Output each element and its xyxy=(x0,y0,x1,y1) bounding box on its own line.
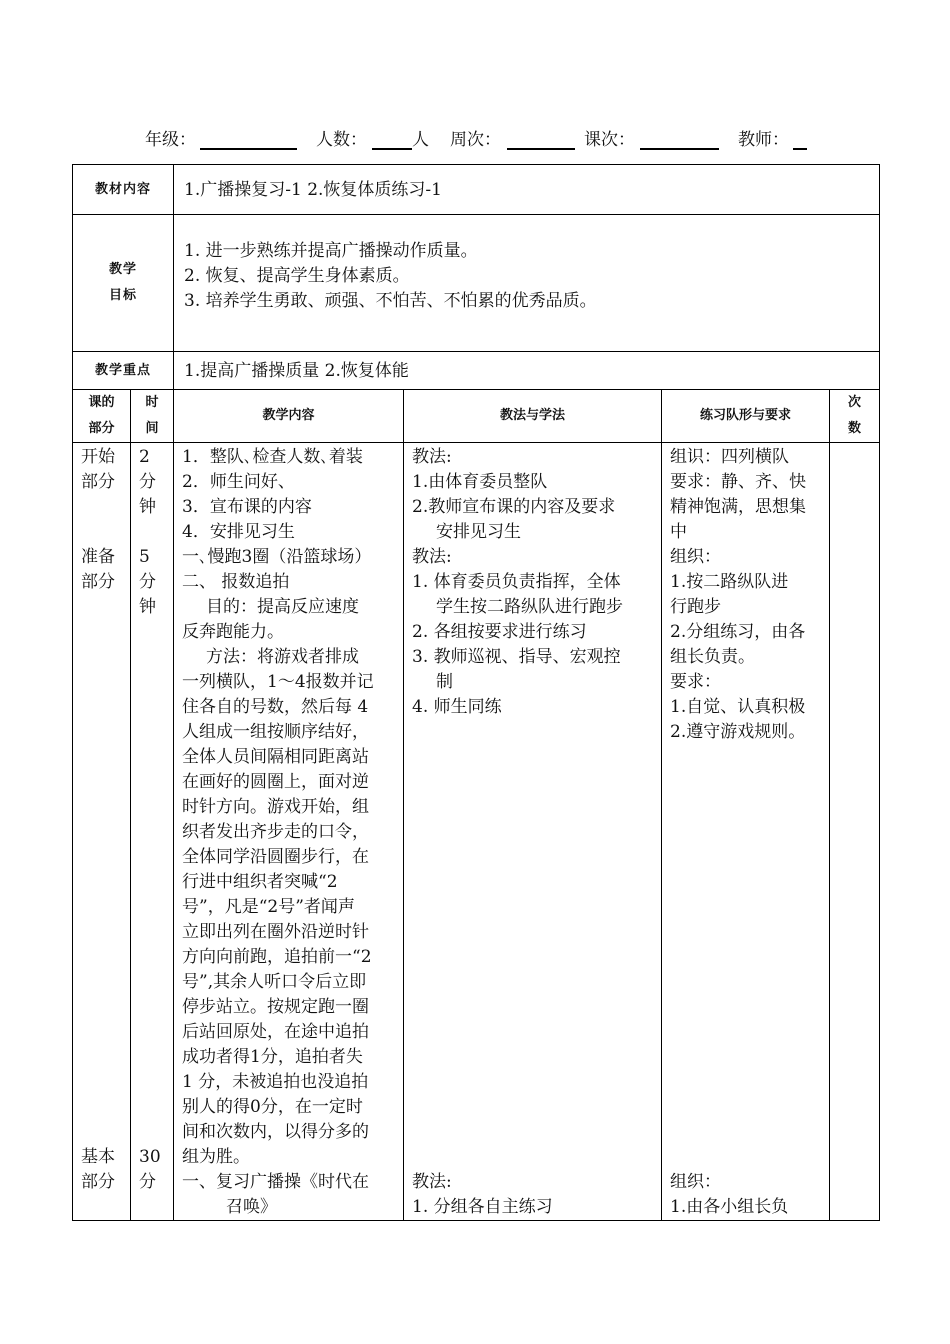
content-prep-line: 在画好的圆圈上，面对逆 xyxy=(182,772,370,792)
content-prep-line: 织者发出齐步走的口令， xyxy=(182,822,370,842)
week-label: 周次： xyxy=(450,130,501,150)
time-column xyxy=(131,443,174,1221)
content-prep-line: 号”，凡是“2号”者闻声 xyxy=(182,897,355,917)
content-prep-line: 成功者得1分，追拍者失 xyxy=(182,1047,363,1067)
time-prep: 分 xyxy=(139,572,156,592)
time-start: 2 xyxy=(139,447,150,467)
content-start-item: 1．整队､检查人数､着装 xyxy=(182,447,363,467)
formation-column xyxy=(662,443,830,1221)
objective-item: 3. 培养学生勇敢、顽强、不怕苦、不怕累的优秀品质。 xyxy=(184,291,597,311)
method-prep-item: 2. 各组按要求进行练习 xyxy=(412,622,587,642)
formation-start-item: 精神饱满，思想集 xyxy=(670,497,807,517)
objective-item: 1. 进一步熟练并提高广播操动作质量。 xyxy=(184,241,478,261)
formation-prep-item: 要求： xyxy=(670,672,722,692)
content-prep-line: 组为胜。 xyxy=(182,1147,251,1167)
formation-prep-item: 组织： xyxy=(670,547,722,567)
objectives-label-line: 教学 xyxy=(109,262,138,277)
objective-item: 2. 恢复、提高学生身体素质。 xyxy=(184,266,410,286)
content-prep-line: 后站回原处，在途中追拍 xyxy=(182,1022,370,1042)
col-header-count-line: 数 xyxy=(848,421,862,436)
method-prep-item: 3. 教师巡视、指导、宏观控 xyxy=(412,647,621,667)
method-prep-item: 教法: xyxy=(412,547,452,567)
content-start-item: 2．师生问好、 xyxy=(182,472,295,492)
content-prep-line: 时针方向。游戏开始，组 xyxy=(182,797,370,817)
column-header-row xyxy=(73,390,880,443)
teacher-blank[interactable] xyxy=(793,148,807,150)
part-start: 开始 xyxy=(81,447,115,467)
col-header-time-line: 时 xyxy=(145,395,159,410)
col-header-formation: 练习队形与要求 xyxy=(662,390,830,443)
formation-basic-item: 1.由各小组长负 xyxy=(670,1197,789,1217)
col-header-part-line: 部分 xyxy=(88,421,115,436)
method-start-item: 1.由体育委员整队 xyxy=(412,472,548,492)
formation-prep-item: 1.按二路纵队进 xyxy=(670,572,789,592)
count-label: 人数： xyxy=(316,130,367,150)
content-basic-item: 召唤》 xyxy=(226,1197,278,1217)
material-value: 1.广播操复习-1 2.恢复体质练习-1 xyxy=(174,165,880,215)
lesson-plan-table xyxy=(72,164,880,1221)
content-prep-line: 停步站立。按规定跑一圈 xyxy=(182,997,370,1017)
content-prep-line: 住各自的号数，然后每 4 xyxy=(182,697,369,717)
col-header-time-line: 间 xyxy=(145,421,159,436)
content-prep-line: 1 分，未被追拍也没追拍 xyxy=(182,1072,369,1092)
time-basic: 30 xyxy=(139,1147,161,1167)
content-prep-line: 一列横队，1～4报数并记 xyxy=(182,672,374,692)
content-prep-line: 别人的得0分，在一定时 xyxy=(182,1097,363,1117)
method-basic-item: 教法: xyxy=(412,1172,452,1192)
content-prep-line: 全体人员间隔相同距离站 xyxy=(182,747,370,767)
content-prep-title: 一､慢跑3圈（沿篮球场） xyxy=(182,547,372,567)
method-start-item: 教法: xyxy=(412,447,452,467)
part-prep: 准备 xyxy=(81,547,115,567)
teacher-label: 教师： xyxy=(738,130,789,150)
content-prep-line: 反奔跑能力。 xyxy=(182,622,285,642)
col-header-part-line: 课的 xyxy=(88,395,115,410)
content-start-item: 4．安排见习生 xyxy=(182,522,295,542)
method-basic-item: 1. 分组各自主练习 xyxy=(412,1197,553,1217)
material-row xyxy=(73,165,880,215)
formation-basic-item: 组织： xyxy=(670,1172,722,1192)
formation-start-item: 要求：静、齐、快 xyxy=(670,472,807,492)
col-header-count xyxy=(830,390,880,443)
col-header-method: 教法与学法 xyxy=(404,390,662,443)
focus-label: 教学重点 xyxy=(73,352,174,390)
formation-start-item: 中 xyxy=(670,522,688,542)
time-basic: 分 xyxy=(139,1172,156,1192)
content-prep-line: 目的：提高反应速度 xyxy=(206,597,360,617)
material-label: 教材内容 xyxy=(73,165,174,215)
lesson-label: 课次： xyxy=(584,130,635,150)
content-prep-line: 立即出列在圈外沿逆时针 xyxy=(182,922,370,942)
focus-row xyxy=(73,352,880,390)
content-column xyxy=(174,443,404,1221)
formation-prep-item: 组长负责。 xyxy=(670,647,756,667)
method-prep-item: 4. 师生同练 xyxy=(412,697,502,717)
objectives-label xyxy=(73,215,174,352)
formation-start-item: 组识：四列横队 xyxy=(670,447,790,467)
col-header-part xyxy=(73,390,131,443)
formation-prep-item: 行跑步 xyxy=(670,597,722,617)
part-basic: 基本 xyxy=(81,1147,115,1167)
method-prep-item: 学生按二路纵队进行跑步 xyxy=(436,597,624,617)
content-prep-line: 号”,其余人听口令后立即 xyxy=(182,972,367,992)
col-header-content: 教学内容 xyxy=(174,390,404,443)
content-start-item: 3．宣布课的内容 xyxy=(182,497,312,517)
focus-value: 1.提高广播操质量 2.恢复体能 xyxy=(174,352,880,390)
method-start-item: 安排见习生 xyxy=(436,522,522,542)
objectives-list xyxy=(174,215,880,352)
part-start: 部分 xyxy=(81,472,115,492)
time-prep: 钟 xyxy=(139,597,156,617)
method-prep-item: 1. 体育委员负责指挥，全体 xyxy=(412,572,621,592)
count-unit: 人 xyxy=(412,130,429,150)
content-prep-line: 人组成一组按顺序结好， xyxy=(182,722,370,742)
method-prep-item: 制 xyxy=(436,672,454,692)
col-header-count-line: 次 xyxy=(848,395,862,410)
grade-blank[interactable] xyxy=(200,148,297,150)
formation-prep-item: 2.分组练习，由各 xyxy=(670,622,806,642)
method-column xyxy=(404,443,662,1221)
week-blank[interactable] xyxy=(507,148,575,150)
part-column xyxy=(73,443,131,1221)
count-column xyxy=(830,443,880,1221)
method-start-item: 2.教师宣布课的内容及要求 xyxy=(412,497,616,517)
part-basic: 部分 xyxy=(81,1172,115,1192)
content-prep-line: 方向向前跑，追拍前一“2 xyxy=(182,947,372,967)
time-start: 分 xyxy=(139,472,156,492)
formation-prep-item: 2.遵守游戏规则。 xyxy=(670,722,806,742)
body-row xyxy=(73,443,880,1221)
time-prep: 5 xyxy=(139,547,150,567)
objectives-label-line: 目标 xyxy=(109,288,138,303)
lesson-blank[interactable] xyxy=(640,148,719,150)
content-prep-line: 间和次数内，以得分多的 xyxy=(182,1122,370,1142)
content-prep-line: 行进中组织者突喊“2 xyxy=(182,872,338,892)
formation-prep-item: 1.自觉、认真积极 xyxy=(670,697,806,717)
grade-label: 年级： xyxy=(145,130,196,150)
content-prep-line: 全体同学沿圆圈步行，在 xyxy=(182,847,370,867)
count-blank[interactable] xyxy=(372,148,412,150)
objectives-row xyxy=(73,215,880,352)
content-basic-item: 一、复习广播操《时代在 xyxy=(182,1172,370,1192)
part-prep: 部分 xyxy=(81,572,115,592)
content-prep-line: 方法：将游戏者排成 xyxy=(206,647,360,667)
content-prep-title: 二、 报数追拍 xyxy=(182,572,290,592)
col-header-time xyxy=(131,390,174,443)
time-start: 钟 xyxy=(139,497,156,517)
